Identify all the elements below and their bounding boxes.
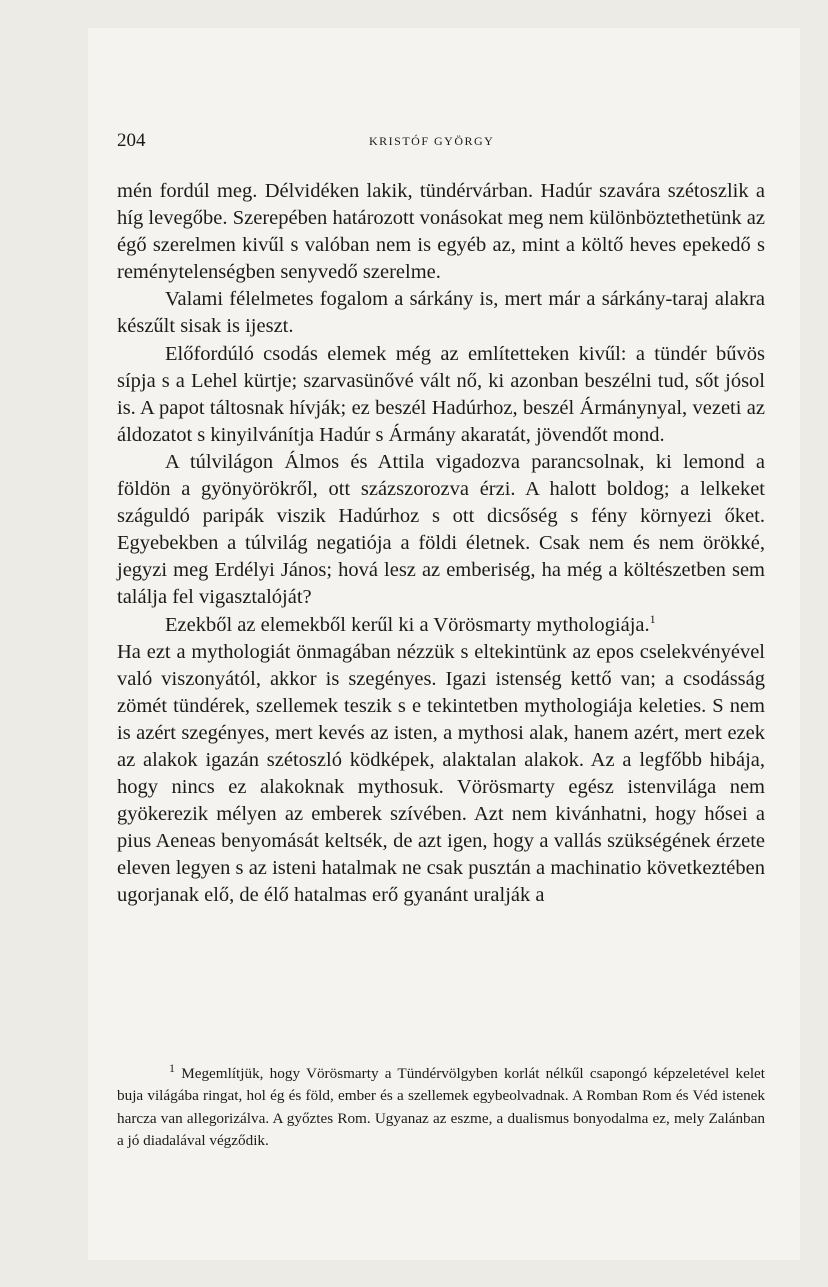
paragraph: mén fordúl meg. Délvidéken lakik, tündérvárban. Hadúr szavára szétoszlik a híg levegőbe. Szerepében határozott vonásokat meg nem különböztethetünk az égő szerelmen kivűl s valóban nem is egyéb az, mint a költő heves epekedő s reménytelenségben senyvedő szerelme.: [117, 180, 765, 284]
footnotes: [117, 1060, 766, 1152]
page-header: [117, 130, 777, 154]
footnote-text: Megemlítjük, hogy Vörösmarty a Tündérvölgyben korlát nélkűl csapongó képzeletével kelet buja világába ringat, hol ég és föld, ember és a szellemek egybeolvadnak. A Romban Rom és Véd istenek harcza van allegorizálva. A győztes Rom. Ugyanaz az eszme, a dualismus bonyodalma ez, mely Zalánban a jó diadalával végződik.: [117, 1065, 766, 1149]
paragraph: A túlvilágon Álmos és Attila vigadozva parancsolnak, ki lemond a földön a gyönyörökről, ott százszorozva érzi. A halott boldog; a lelkeket száguldó paripák viszik Hadúrhoz s ott dicsőség s fény környezi őket. Egyebekben a túlvilág negatiója a földi életnek. Csak nem és nem örökké, jegyzi meg Erdélyi János; hová lesz az emberiség, ha még a költészetben sem találja fel vigasztalóját?: [117, 450, 765, 609]
paragraph: [117, 612, 765, 639]
paragraph: Valami félelmetes fogalom a sárkány is, mert már a sárkány-taraj alakra készűlt sisak is ijeszt.: [117, 288, 765, 338]
paragraph-text: Ezekből az elemekből kerűl ki a Vörösmarty mythologiája.: [165, 613, 650, 636]
footnote-marker: 1: [169, 1060, 175, 1075]
footnote-reference: 1: [649, 611, 656, 626]
paragraph: Előfordúló csodás elemek még az említetteken kivűl: a tündér bűvös sípja s a Lehel kürtje; szarvasünővé vált nő, ki azonban beszélni tud, sőt jósol is. A papot táltosnak hívják; ez beszél Hadúrhoz, beszél Ármánynyal, vezeti az áldozatot s kinyilvánítja Hadúr s Ármány akaratát, jövendőt mond.: [117, 342, 765, 446]
running-head: KRISTÓF GYÖRGY: [369, 134, 495, 148]
footnote: [117, 1060, 766, 1152]
page-number: 204: [117, 130, 146, 151]
body-text: [117, 178, 765, 910]
paragraph: Ha ezt a mythologiát önmagában nézzük s eltekintünk az epos cselekvényével való viszonyától, akkor is szegényes. Igazi istenség kettő van; a csodásság zömét tündérek, szellemek teszik s e tekintetben mythologiája keleties. S nem is azért szegényes, mert kevés az isten, a mythosi alak, hanem azért, mert ezek az alakok igazán szétoszló ködképek, alaktalan alakok. Az a legfőbb hibája, hogy nincs ez alakoknak mythosuk. Vörösmarty egész istenvilága nem gyökerezik mélyen az emberek szívében. Azt nem kivánhatni, hogy hősei a pius Aeneas benyomását keltsék, de azt igen, hogy a vallás szükségének érzete eleven legyen s az isteni hatalmak ne csak pusztán a machinatio következtében ugorjanak elő, de élő hatalmas erő gyanánt uralják a: [117, 640, 765, 907]
